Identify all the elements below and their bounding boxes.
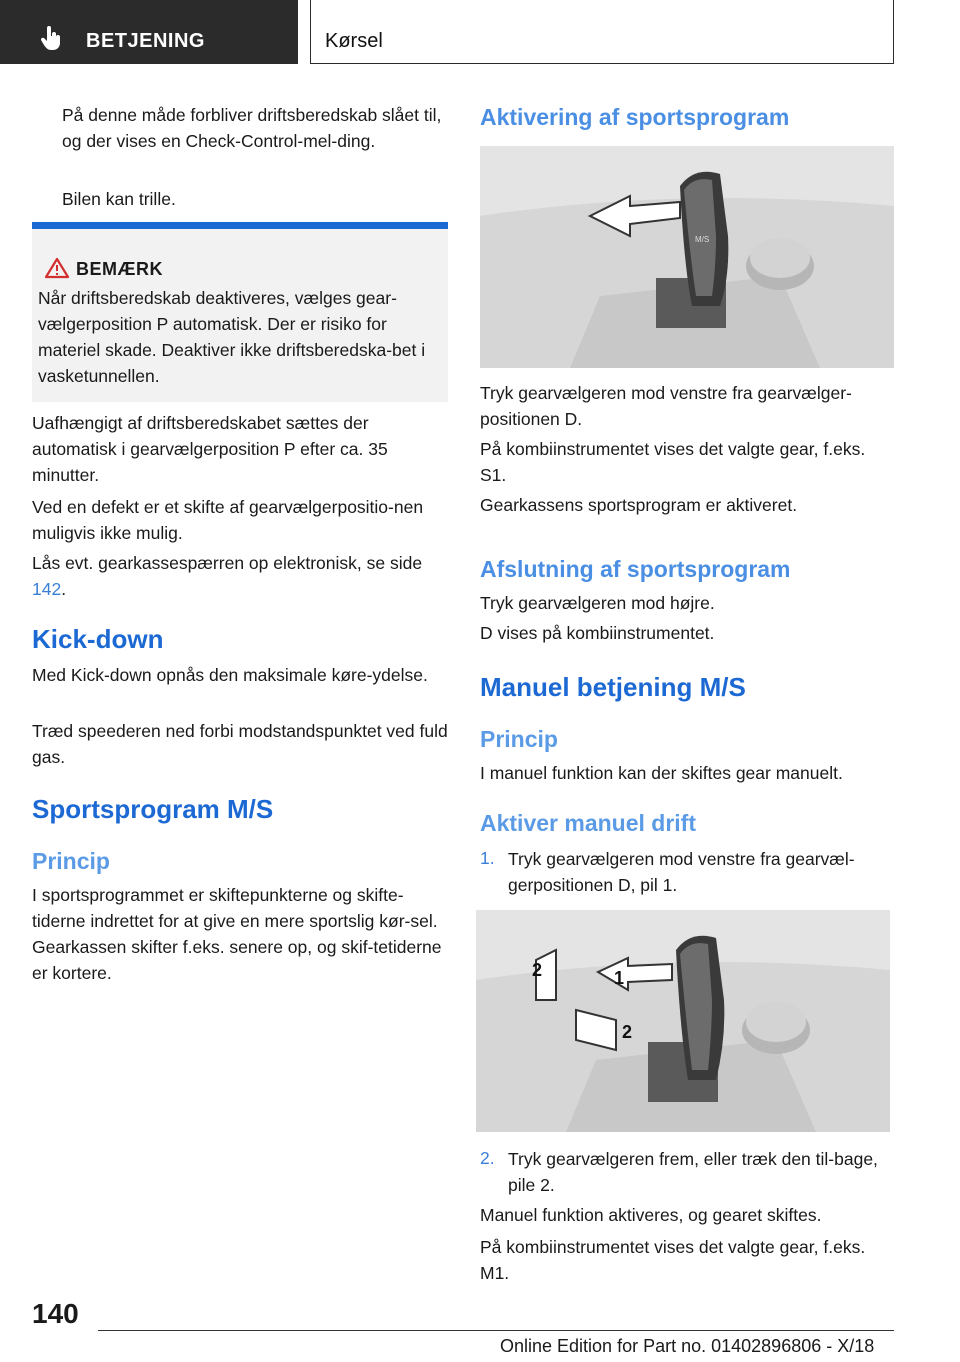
paragraph	[32, 550, 448, 602]
arrow-label-2a: 2	[532, 960, 543, 980]
paragraph: Bilen kan trille.	[62, 189, 176, 209]
gear-selector-drawing	[480, 146, 894, 368]
step-number: 2.	[480, 1148, 495, 1168]
shifter-ms-label: M/S	[695, 235, 710, 244]
warning-title: BEMÆRK	[76, 259, 163, 279]
paragraph: Træd speederen ned forbi modstandspunktet ved fuld gas.	[32, 721, 448, 767]
step-text: Tryk gearvælgeren mod venstre fra gearvæl-gerpositionen D, pil 1.	[508, 849, 855, 895]
paragraph: Ved en defekt er et skifte af gearvælgerpositio-nen muligvis ikke mulig.	[32, 497, 424, 543]
heading-sportsprogram: Sportsprogram M/S	[32, 794, 274, 824]
paragraph: I manuel funktion kan der skiftes gear manuelt.	[480, 763, 843, 783]
paragraph: Tryk gearvælgeren mod venstre fra gearvælger-positionen D.	[480, 383, 852, 429]
heading-kickdown: Kick-down	[32, 624, 164, 654]
page-number: 140	[32, 1298, 79, 1329]
arrow-label-2b: 2	[622, 1022, 633, 1042]
footer-edition: Online Edition for Part no. 01402896806 - X/18	[500, 1336, 875, 1356]
section-title: Kørsel	[325, 30, 383, 52]
paragraph: D vises på kombiinstrumentet.	[480, 623, 715, 643]
gear-selector-illustration-manual	[476, 910, 890, 1132]
heading-end-sport: Afslutning af sportsprogram	[480, 556, 791, 582]
gear-selector-manual-drawing	[476, 910, 890, 1132]
step-text: Tryk gearvælgeren frem, eller træk den til-bage, pile 2.	[508, 1149, 878, 1195]
page-link[interactable]: 142	[32, 579, 62, 599]
heading-activate-sport: Aktivering af sportsprogram	[480, 104, 790, 130]
gear-selector-illustration	[480, 146, 894, 368]
paragraph: Manuel funktion aktiveres, og gearet skiftes.	[480, 1205, 822, 1225]
paragraph: Gearkassens sportsprogram er aktiveret.	[480, 495, 798, 515]
paragraph: Uafhængigt af driftsberedskabet sættes der automatisk i gearvælgerposition P efter ca. 35 minutter.	[32, 413, 388, 485]
warning-box	[32, 222, 448, 402]
paragraph: På denne måde forbliver driftsberedskab slået til, og der vises en Check-Control-mel-ding.	[62, 105, 442, 151]
heading-princip: Princip	[480, 726, 558, 752]
warning-triangle-icon	[44, 257, 70, 284]
footer-divider	[98, 1330, 894, 1331]
warning-body: Når driftsberedskab deaktiveres, vælges gear-vælgerposition P automatisk. Der er risiko for materiel skade. Deaktiver ikke driftsberedska-bet i vasketunnellen.	[38, 288, 426, 386]
paragraph: På kombiinstrumentet vises det valgte gear, f.eks. S1.	[480, 439, 866, 485]
paragraph: I sportsprogrammet er skiftepunkterne og skifte-tiderne indrettet for at give en mere sportslig kør-sel. Gearkassen skifter f.eks. senere op, og skif-tetiderne er kortere.	[32, 885, 442, 983]
heading-princip: Princip	[32, 848, 110, 874]
paragraph-punctuation: .	[61, 579, 67, 599]
paragraph: Tryk gearvælgeren mod højre.	[480, 593, 715, 613]
heading-manual-drive: Aktiver manuel drift	[480, 810, 696, 836]
chapter-label: BETJENING	[86, 30, 205, 52]
paragraph: På kombiinstrumentet vises det valgte gear, f.eks. M1.	[480, 1237, 866, 1283]
section-header	[310, 0, 894, 64]
chapter-tab[interactable]	[0, 0, 298, 64]
arrow-label-1: 1	[614, 968, 625, 988]
heading-manual: Manuel betjening M/S	[480, 672, 746, 702]
paragraph: Med Kick-down opnås den maksimale køre-ydelse.	[32, 665, 428, 685]
paragraph-text: Lås evt. gearkassespærren op elektronisk, se side	[32, 553, 423, 573]
step-number: 1.	[480, 848, 495, 868]
hand-pointer-icon	[40, 26, 62, 55]
